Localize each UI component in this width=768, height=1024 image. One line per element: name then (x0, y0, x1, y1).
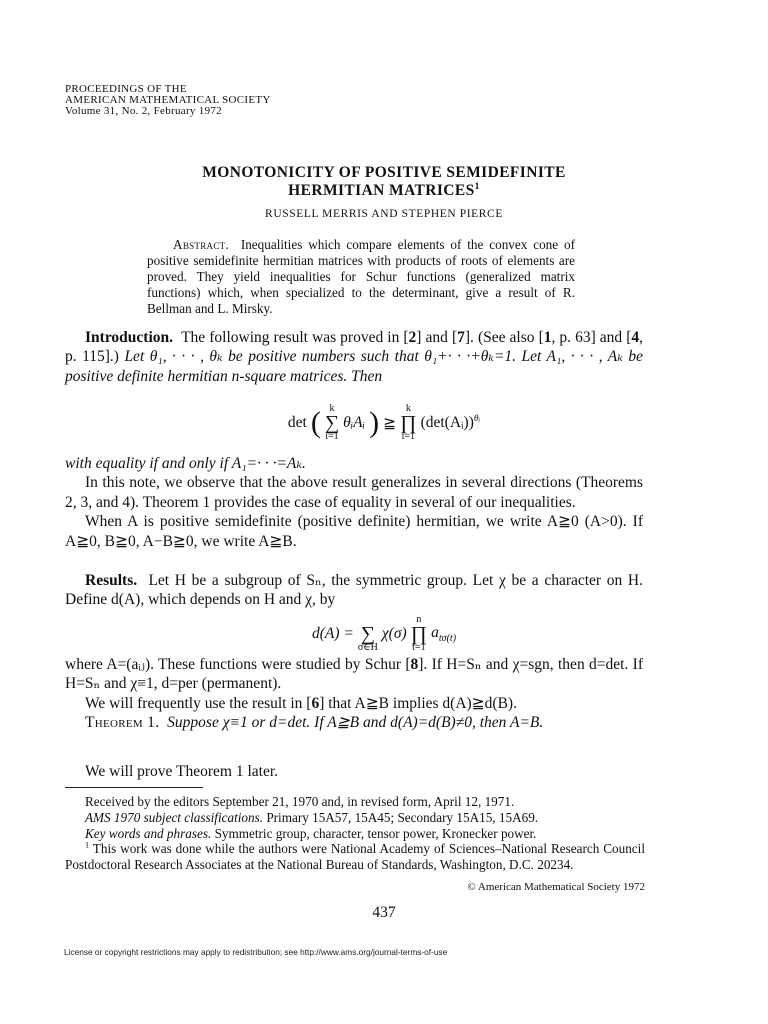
paragraph-generalizes (65, 454, 643, 551)
ams-classification-text: Primary 15A57, 15A45; Secondary 15A15, 15A69. (263, 809, 539, 825)
intro-and: and (421, 329, 452, 346)
intro-p63: , p. 63] and [ (551, 329, 632, 346)
introduction-heading: Introduction. (85, 329, 173, 346)
authors: RUSSELL MERRIS AND STEPHEN PIERCE (265, 208, 503, 220)
sum-symbol: ∑ (324, 412, 340, 434)
results-paragraph (65, 571, 643, 610)
paper-title-line2 (0, 182, 768, 200)
eq1-sum-top: k (329, 403, 335, 414)
theorem-1-statement: Suppose χ≡1 or d=det. If A≧B and d(A)=d(B)≠0, then A=B. (167, 714, 544, 732)
ref-1: 1 (543, 329, 552, 346)
abstract-label: Abstract. (173, 237, 230, 252)
eq2-prod-operator (411, 615, 427, 653)
sum-symbol: ∑ (360, 623, 375, 645)
eq1-relation: ≧ (383, 414, 397, 432)
footnote-1-text: This work was done while the authors were National Academy of Sciences–National Research Council Postdoctoral Research Associates at the National Bureau of Standards, Washington, D.C. 20234. (65, 841, 645, 873)
schur-text-2: ]. If H=Sₙ and χ=sgn, then d=det. If H=Sₙ and χ≡1, d=per (permanent). (65, 656, 643, 693)
abstract-text: Inequalities which compare elements of the convex cone of positive semidefinite hermitian matrices with products of roots of elements are proved. They yield inequalities for Schur functions (generalized matrix functions) which, when specialized to the determinant, give a result of R. Bellman and L. Mirsky. (147, 237, 575, 316)
results-heading: Results. (85, 572, 138, 589)
paper-title-text: HERMITIAN MATRICES (288, 182, 475, 199)
ref-7: 7 (457, 329, 465, 346)
page-number: 437 (372, 904, 396, 921)
eq1-sum-operator (325, 404, 339, 442)
result-text-4: ] that A≧B implies d(A)≧d(B). (319, 694, 517, 712)
eq1-exponent: θᵢ (473, 412, 481, 424)
eq2-lhs: d(A) = (311, 625, 354, 642)
results-text: Let H be a subgroup of Sₙ, the symmetric group. Let χ be a character on H. Define d(A), which depends on H and χ, by (65, 572, 643, 609)
ref-8: 8 (410, 656, 419, 673)
schur-paragraph (65, 655, 643, 733)
intro-text-b: . (See also (470, 329, 539, 346)
eq2-body: a (431, 623, 439, 641)
schur-text-1: where A=(aᵢⱼ). These functions were studied by Schur [ (65, 656, 411, 673)
paper-title-line1: MONOTONICITY OF POSITIVE SEMIDEFINITE (202, 164, 566, 181)
received-date: Received by the editors September 21, 1970 and, in revised form, April 12, 1971. (85, 794, 515, 809)
product-symbol: ∏ (410, 623, 428, 645)
ref-4: 4 (631, 329, 640, 346)
prove-later-text: We will prove Theorem 1 later. (85, 763, 279, 780)
equation-1 (0, 404, 768, 442)
eq1-prod-top: k (405, 403, 411, 414)
equality-condition: with equality if and only if A₁=· · ·=Aₖ. (65, 455, 306, 472)
equation-2 (0, 615, 768, 653)
paragraph-definitions: When A is positive semidefinite (positive definite) hermitian, we write A≧0 (A>0). If A≧0, B≧0, A−B≧0, we write A≧B. (65, 513, 643, 550)
intro-statement: Let θ₁, · · · , θₖ be positive numbers such that θ₁+· · ·+θₖ=1. Let A₁, · · · , Aₖ be positive definite hermitian n-square matrices. Then (65, 348, 643, 385)
eq1-prod-operator (400, 404, 416, 442)
footnote-1-mark: 1 (85, 841, 90, 850)
prove-later-paragraph (65, 762, 643, 781)
ref-2: 2 (408, 329, 417, 346)
eq1-right-paren: ) (369, 406, 380, 439)
intro-text-a: The following result was proved in (181, 329, 404, 346)
eq2-prod-top: n (416, 614, 422, 625)
footnotes (65, 794, 645, 873)
journal-header-line3: Volume 31, No. 2, February 1972 (65, 105, 222, 117)
keywords-text: Symmetric group, character, tensor power, Kronecker power. (211, 825, 537, 841)
journal-header (65, 84, 271, 117)
footnote-divider (65, 787, 203, 788)
copyright-notice: © American Mathematical Society 1972 (467, 881, 645, 893)
eq1-sum-body: θᵢAᵢ (343, 414, 366, 431)
eq2-sum-operator (358, 615, 378, 653)
eq1-sum-bottom: i=1 (325, 431, 339, 442)
introduction-paragraph: Introduction. The following result was proved in [2] and [7]. (See also [1, p. 63] and [4, p. 115].) Let θ₁, · · · , θₖ be positive numbers such that θ₁+· · ·+θₖ=1. Let A₁, · · · , Aₖ be positive definite hermitian n-square matrices. Then (65, 329, 644, 385)
eq2-sum-bottom: σ∈H (357, 642, 378, 653)
eq1-prod-bottom: i=1 (401, 431, 416, 442)
result-text-3: We will frequently use the result in [ (85, 694, 312, 712)
abstract (147, 237, 575, 317)
product-symbol: ∏ (400, 412, 417, 434)
eq1-prod-body: (det(Aᵢ)) (420, 414, 474, 431)
eq1-det: det (287, 414, 307, 431)
license-notice: License or copyright restrictions may apply to redistribution; see http://www.ams.org/journal-terms-of-use (64, 947, 448, 957)
journal-header-line2: AMERICAN MATHEMATICAL SOCIETY (65, 94, 271, 106)
eq2-prod-bottom: t=1 (412, 642, 426, 653)
ams-classification-label: AMS 1970 subject classifications. (85, 809, 264, 825)
ref-6: 6 (311, 694, 320, 712)
journal-header-line1: PROCEEDINGS OF THE (65, 83, 187, 95)
keywords-label: Key words and phrases. (85, 825, 212, 841)
eq2-chi: χ(σ) (381, 625, 407, 642)
intro-p115: , p. 115].) (65, 329, 644, 366)
theorem-1-label: Theorem 1. (85, 714, 160, 732)
title-footnote-mark: 1 (474, 180, 480, 192)
paragraph-note: In this note, we observe that the above result generalizes in several directions (Theorems 2, 3, and 4). Theorem 1 provides the case of equality in several of our inequalities. (65, 474, 643, 511)
eq2-sub: tσ(t) (438, 633, 457, 645)
eq1-left-paren: ( (310, 406, 321, 439)
